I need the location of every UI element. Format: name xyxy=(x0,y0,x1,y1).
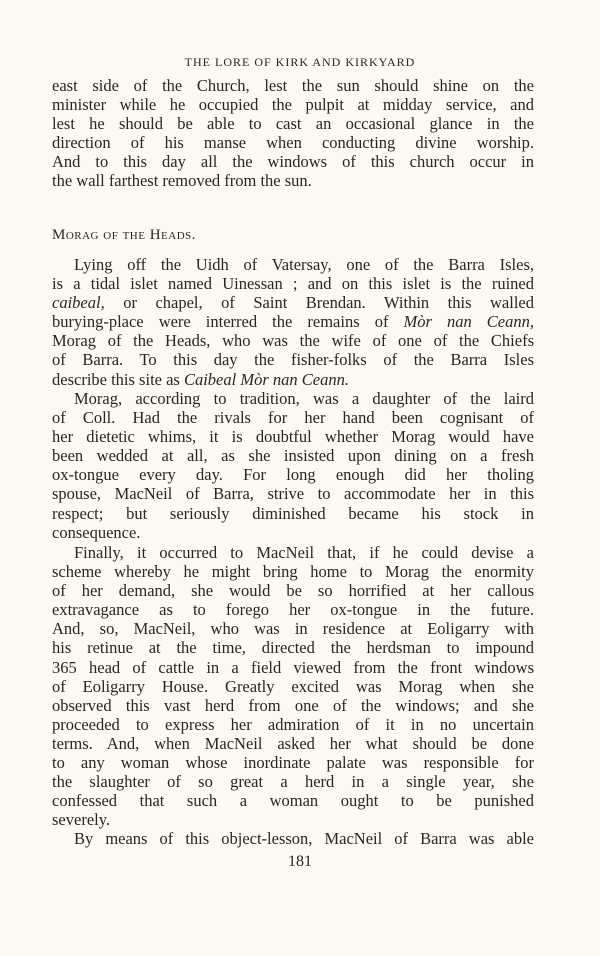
text-line: is a tidal islet named Uinessan ; and on this islet is the ruined xyxy=(52,274,534,294)
text-line: the slaughter of so great a herd in a single year, she xyxy=(52,772,534,792)
text-span: or chapel, of Saint Brendan. Within this walled xyxy=(104,293,534,313)
italic-term: Caibeal Mòr nan Ceann. xyxy=(183,369,349,389)
running-head: THE LORE OF KIRK AND KIRKYARD xyxy=(184,55,416,69)
paragraph-church-windows xyxy=(52,76,534,191)
text-line: scheme whereby he might bring home to Morag the enormity xyxy=(52,562,534,582)
text-span: burying-place were interred the remains of xyxy=(52,312,404,332)
text-line: minister while he occupied the pulpit at midday service, and xyxy=(52,95,534,115)
text-line: been wedded at all, as she insisted upon dining on a fresh xyxy=(52,446,534,466)
section-heading: Morag of the Heads. xyxy=(52,227,197,243)
text-line: of Barra. To this day the fisher-folks of the Barra Isles xyxy=(52,350,534,370)
text-line: spouse, MacNeil of Barra, strive to accommodate her in this xyxy=(52,484,534,504)
text-line: east side of the Church, lest the sun should shine on the xyxy=(52,76,534,95)
text-line xyxy=(52,312,534,331)
text-line: 365 head of cattle in a field viewed from the front windows xyxy=(52,657,534,677)
text-line: consequence. xyxy=(52,522,141,542)
text-line: of Eoligarry House. Greatly excited was Morag when she xyxy=(52,676,534,696)
text-line: of her demand, she would be so horrified at her callous xyxy=(52,581,534,601)
text-line: And to this day all the windows of this church occur in xyxy=(52,152,534,172)
text-line xyxy=(52,293,534,312)
text-line xyxy=(52,370,534,389)
text-line: her dietetic whims, it is doubtful whether Morag would have xyxy=(52,427,534,447)
text-line: Lying off the Uidh of Vatersay, one of the Barra Isles, xyxy=(74,255,534,274)
italic-term: Mòr nan Ceann, xyxy=(403,312,534,332)
text-line: severely. xyxy=(52,810,111,830)
paragraph-herd xyxy=(52,543,534,829)
text-line: By means of this object-lesson, MacNeil of Barra was able xyxy=(74,829,534,848)
text-line: terms. And, when MacNeil asked her what should be done xyxy=(52,733,534,753)
italic-term: caibeal, xyxy=(52,293,105,313)
text-line: confessed that such a woman ought to be punished xyxy=(52,791,534,811)
text-line: Finally, it occurred to MacNeil that, if he could devise a xyxy=(74,543,534,562)
text-line: extravagance as to forego her ox-tongue in the future. xyxy=(52,600,534,620)
text-line: to any woman whose inordinate palate was responsible for xyxy=(52,753,534,773)
text-span: describe this site as xyxy=(52,369,184,389)
text-line: respect; but seriously diminished became his stock in xyxy=(52,503,534,523)
paragraph-object-lesson xyxy=(52,829,534,848)
text-line: proceeded to express her admiration of it in no uncertain xyxy=(52,714,534,734)
text-line: the wall farthest removed from the sun. xyxy=(52,171,312,191)
paragraph-ox-tongue xyxy=(52,389,534,542)
paragraph-uinessan xyxy=(52,255,534,389)
text-line: his retinue at the time, directed the herdsman to impound xyxy=(52,638,534,658)
text-line: observed this vast herd from one of the windows; and she xyxy=(52,695,534,715)
text-line: Morag, according to tradition, was a daughter of the laird xyxy=(74,389,534,408)
text-line: lest he should be able to cast an occasional glance in the xyxy=(52,114,534,134)
text-line: ox-tongue every day. For long enough did her tholing xyxy=(52,465,534,485)
text-line: direction of his manse when conducting divine worship. xyxy=(52,133,534,153)
text-line: And, so, MacNeil, who was in residence at Eoligarry with xyxy=(52,619,534,639)
text-line: Morag of the Heads, who was the wife of one of the Chiefs xyxy=(52,331,534,351)
text-line: of Coll. Had the rivals for her hand been cognisant of xyxy=(52,408,534,428)
page-number: 181 xyxy=(288,853,312,870)
